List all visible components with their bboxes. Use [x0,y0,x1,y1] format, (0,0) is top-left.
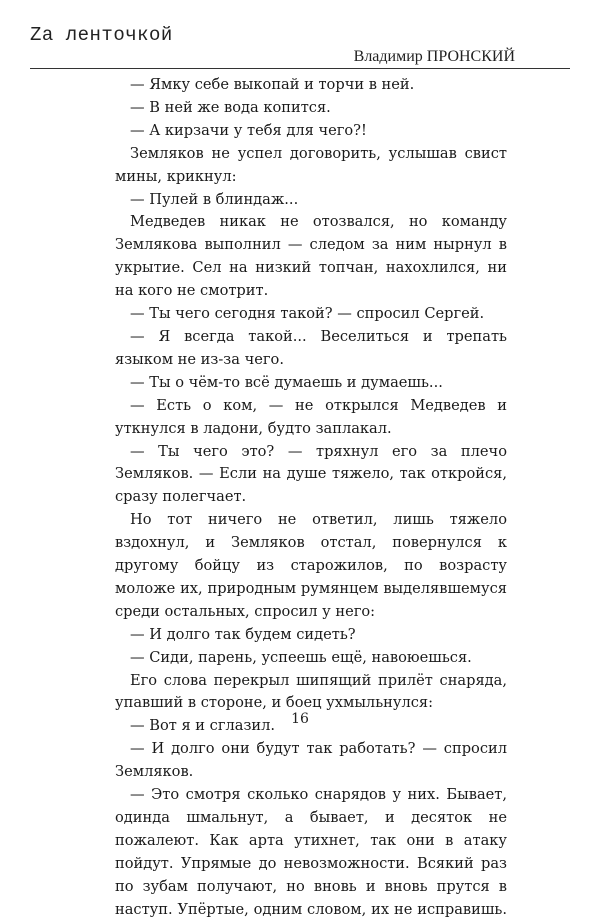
paragraph: — Ты чего это? — тряхнул его за плечо Земляков. — Если на душе тяжело, так откройся, сразу полегчает. [115,442,507,506]
paragraph: — Это смотря сколько снарядов у них. Бывает, одинда шмальнут, а бывает, и десяток не пожалеют. Как арта утихнет, так они в атаку пойдут. Упрямые до невозможности. Всякий раз по зубам получают, но вновь и вновь прутся в наступ. Упёртые, одним словом, их не исправишь. [115,786,507,918]
paragraph: Но тот ничего не ответил, лишь тяжело вздохнул, и Земляков отстал, повернулся к другому бойцу из старожилов, по возрасту моложе их, природным румянцем выделявшемуся среди остальных, спросил у него: [115,511,507,620]
paragraph: — Вот я и сглазил. [130,717,276,735]
series-title: Zа ленточкой [30,24,173,46]
paragraph: Медведев никак не отозвался, но команду Землякова выполнил — следом за ним нырнул в укрытие. Сел на низкий топчан, нахохлился, ни на кого не смотрит. [115,213,507,300]
paragraph: — И долго так будем сидеть? [130,625,356,643]
paragraph: — Есть о ком, — не открылся Медведев и уткнулся в ладони, будто заплакал. [115,396,507,437]
paragraph: Его слова перекрыл шипящий прилёт снаряда, упавший в стороне, и боец ухмыльнулся: [115,671,507,712]
paragraph: — Ямку себе выкопай и торчи в ней. [130,76,415,93]
running-header [30,24,570,68]
paragraph: — Ты чего сегодня такой? — спросил Сергей. [130,305,485,323]
paragraph: — И долго они будут так работать? — спросил Земляков. [115,740,507,781]
page-number: 16 [291,711,309,727]
paragraph: — А кирзачи у тебя для чего?! [130,121,367,139]
paragraph: Земляков не успел договорить, услышав свист мины, крикнул: [115,144,507,185]
paragraph: — В ней же вода копится. [130,98,331,116]
paragraph: — Сиди, парень, успеешь ещё, навоюешься. [130,648,472,666]
page-body [115,74,507,922]
paragraph: — Ты о чём-то всё думаешь и думаешь... [130,373,443,391]
paragraph: — Я всегда такой... Веселиться и трепать языком не из-за чего. [115,327,507,368]
author-name: Владимир ПРОНСКИЙ [353,48,515,65]
header-rule [30,68,570,69]
paragraph: — Пулей в блиндаж... [130,190,299,208]
